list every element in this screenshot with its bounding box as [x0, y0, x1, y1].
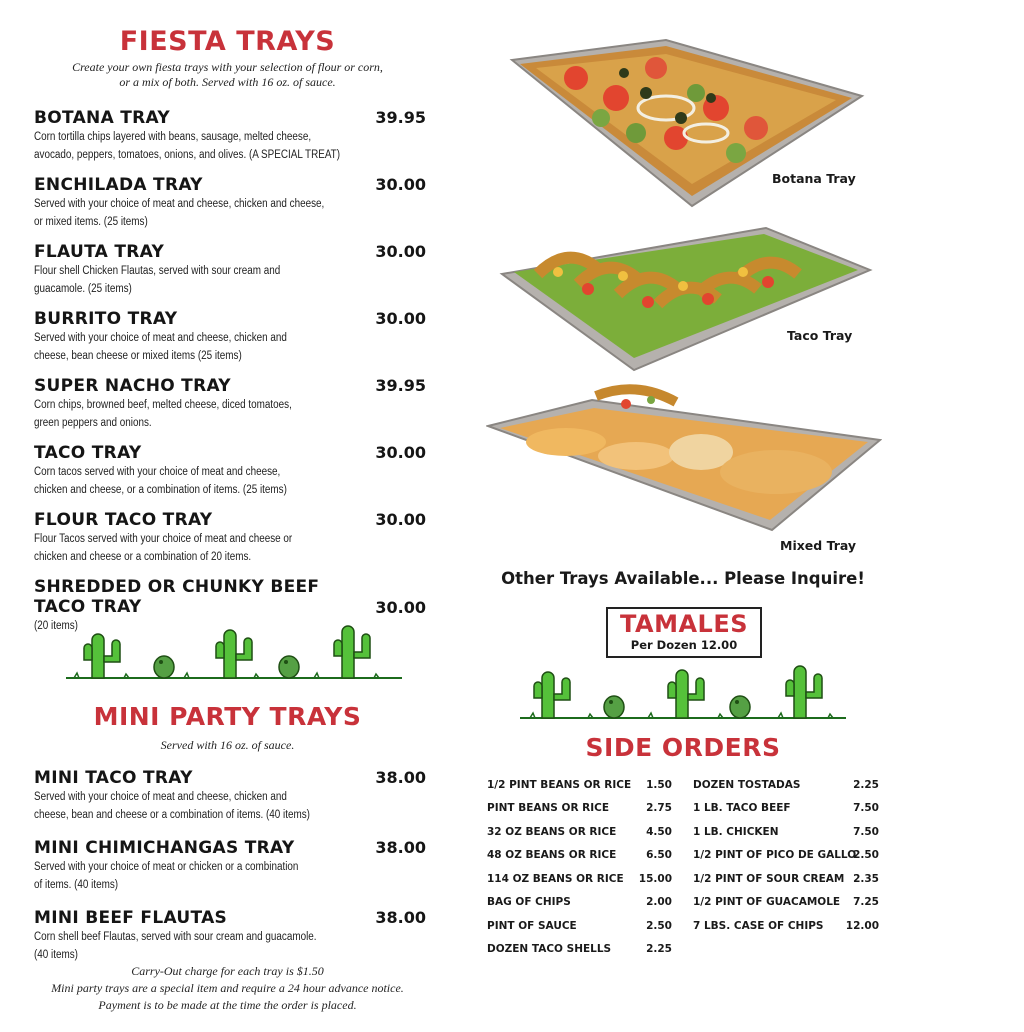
round-cactus-icon [154, 656, 174, 678]
payment-note: Payment is to be made at the time the order is placed. [98, 998, 357, 1012]
item-description-line: Served with your choice of meat and cheese, chicken and cheese, [34, 198, 325, 210]
item-description-line: avocado, peppers, tomatoes, onions, and olives. (A SPECIAL TREAT) [34, 149, 341, 161]
item-description-line: Corn tacos served with your choice of meat and cheese, [34, 466, 281, 478]
taco-tray-caption: Taco Tray [787, 328, 853, 343]
advance-notice-note: Mini party trays are a special item and require a 24 hour advance notice. [51, 981, 404, 995]
side-order-price: 2.35 [853, 873, 879, 885]
item-name: ENCHILADA TRAY [34, 175, 203, 195]
mixed-tray-caption: Mixed Tray [780, 538, 857, 553]
menu-item-mini-taco-tray [34, 768, 434, 824]
side-order-price: 2.25 [646, 943, 672, 955]
item-name: FLAUTA TRAY [34, 242, 165, 262]
item-price: 30.00 [375, 510, 426, 529]
side-order-price: 2.00 [646, 896, 672, 908]
menu-item-botana-tray [34, 108, 434, 164]
item-price: 39.95 [375, 376, 426, 395]
menu-item-flauta-tray [34, 242, 434, 298]
item-name: SUPER NACHO TRAY [34, 376, 231, 396]
item-price: 30.00 [375, 309, 426, 328]
side-order-item: 1 LB. TACO BEEF [693, 802, 791, 814]
item-price: 38.00 [375, 768, 426, 787]
mini-party-trays-title: MINI PARTY TRAYS [93, 702, 362, 731]
item-price: 30.00 [375, 242, 426, 261]
side-order-price: 1.50 [646, 779, 672, 791]
menu-item-mini-beef-flautas [34, 908, 434, 964]
item-description-line: Corn tortilla chips layered with beans, sausage, melted cheese, [34, 131, 312, 143]
item-price: 38.00 [375, 908, 426, 927]
tamales-box [606, 607, 762, 658]
item-description-line: or mixed items. (25 items) [34, 216, 148, 228]
side-order-price: 2.75 [646, 802, 672, 814]
side-order-price: 2.50 [646, 920, 672, 932]
fiesta-trays-subtitle-line-2: or a mix of both. Served with 16 oz. of sauce. [119, 75, 336, 89]
side-order-price: 15.00 [638, 873, 672, 885]
item-description-line: (40 items) [34, 949, 78, 961]
side-order-price: 7.50 [853, 802, 879, 814]
menu-item-super-nacho-tray [34, 376, 434, 432]
menu-item-enchilada-tray [34, 175, 434, 231]
item-description-line: Flour Tacos served with your choice of meat and cheese or [34, 533, 293, 545]
fiesta-trays-subtitle-line-1: Create your own fiesta trays with your selection of flour or corn, [72, 60, 383, 74]
cactus-decoration [64, 622, 404, 684]
item-name: MINI TACO TRAY [34, 768, 193, 788]
item-description-line: cheese, bean and cheese or a combination of items. (40 items) [34, 809, 310, 821]
item-name: TACO TRAY [34, 597, 142, 617]
botana-tray-caption: Botana Tray [772, 171, 856, 186]
item-name: MINI BEEF FLAUTAS [34, 908, 228, 928]
side-order-item: 32 OZ BEANS OR RICE [487, 826, 617, 838]
cactus-icon [84, 634, 120, 678]
item-description-line: cheese, bean cheese or mixed items (25 items) [34, 350, 242, 362]
menu-item-flour-taco-tray [34, 510, 434, 566]
item-description-line: green peppers and onions. [34, 417, 152, 429]
item-name: BURRITO TRAY [34, 309, 178, 329]
side-order-price: 4.50 [646, 826, 672, 838]
item-price: 30.00 [375, 175, 426, 194]
round-cactus-icon [730, 696, 750, 718]
item-description-line: guacamole. (25 items) [34, 283, 132, 295]
side-order-item: 1 LB. CHICKEN [693, 826, 779, 838]
carry-out-note: Carry-Out charge for each tray is $1.50 [131, 964, 324, 978]
item-name: SHREDDED OR CHUNKY BEEF [34, 577, 320, 597]
left-column [0, 0, 455, 1032]
side-order-item: 7 LBS. CASE OF CHIPS [693, 920, 824, 932]
item-price: 38.00 [375, 838, 426, 857]
side-order-item: BAG OF CHIPS [487, 896, 571, 908]
side-order-price: 2.50 [853, 849, 879, 861]
taco-tray-photo [498, 214, 873, 374]
right-column [468, 0, 1024, 1032]
side-order-item: 1/2 PINT OF GUACAMOLE [693, 896, 841, 908]
side-order-item: 114 OZ BEANS OR RICE [487, 873, 624, 885]
menu-item-taco-tray [34, 443, 434, 499]
cactus-icon [334, 626, 370, 678]
cactus-icon [786, 666, 822, 718]
side-order-item: 48 OZ BEANS OR RICE [487, 849, 617, 861]
mini-party-trays-subtitle: Served with 16 oz. of sauce. [160, 738, 295, 752]
item-description-line: Served with your choice of meat and cheese, chicken and [34, 791, 287, 803]
side-order-item: 1/2 PINT BEANS OR RICE [487, 779, 632, 791]
other-trays-note: Other Trays Available... Please Inquire! [501, 569, 865, 588]
item-description-line: chicken and cheese, or a combination of items. (25 items) [34, 484, 287, 496]
item-description-line: Served with your choice of meat or chicken or a combination [34, 861, 299, 873]
cactus-decoration [518, 662, 848, 724]
cactus-icon [668, 670, 704, 718]
side-order-price: 12.00 [845, 920, 879, 932]
side-order-item: DOZEN TOSTADAS [693, 779, 801, 791]
item-description-line: of items. (40 items) [34, 879, 119, 891]
item-price: 30.00 [375, 598, 426, 617]
round-cactus-icon [604, 696, 624, 718]
item-name: BOTANA TRAY [34, 108, 170, 128]
item-description-line: Flour shell Chicken Flautas, served with sour cream and [34, 265, 281, 277]
menu-item-burrito-tray [34, 309, 434, 365]
item-description-line: Corn shell beef Flautas, served with sour cream and guacamole. [34, 931, 317, 943]
side-order-item: PINT BEANS OR RICE [487, 802, 610, 814]
item-description-line: Served with your choice of meat and cheese, chicken and [34, 332, 287, 344]
item-price: 30.00 [375, 443, 426, 462]
cactus-icon [534, 672, 570, 718]
side-order-price: 6.50 [646, 849, 672, 861]
cactus-icon [216, 630, 252, 678]
item-price: 39.95 [375, 108, 426, 127]
mixed-tray-photo [486, 382, 882, 534]
side-order-price: 7.50 [853, 826, 879, 838]
side-order-price: 2.25 [853, 779, 879, 791]
side-order-item: DOZEN TACO SHELLS [487, 943, 612, 955]
tamales-price: Per Dozen 12.00 [630, 638, 738, 652]
item-name: MINI CHIMICHANGAS TRAY [34, 838, 295, 858]
fiesta-trays-title: FIESTA TRAYS [119, 26, 336, 57]
item-name: FLOUR TACO TRAY [34, 510, 213, 530]
item-description-line: (20 items) [34, 620, 78, 632]
side-order-item: 1/2 PINT OF SOUR CREAM [693, 873, 845, 885]
menu-item-mini-chimichangas-tray [34, 838, 434, 894]
item-description-line: chicken and cheese or a combination of 20 items. [34, 551, 252, 563]
item-description-line: Corn chips, browned beef, melted cheese, diced tomatoes, [34, 399, 292, 411]
tamales-title: TAMALES [619, 610, 748, 638]
side-order-price: 7.25 [853, 896, 879, 908]
side-order-item: 1/2 PINT OF PICO DE GALLO [693, 849, 857, 861]
side-orders-title: SIDE ORDERS [585, 733, 781, 762]
round-cactus-icon [279, 656, 299, 678]
side-order-item: PINT OF SAUCE [487, 920, 577, 932]
item-name: TACO TRAY [34, 443, 142, 463]
